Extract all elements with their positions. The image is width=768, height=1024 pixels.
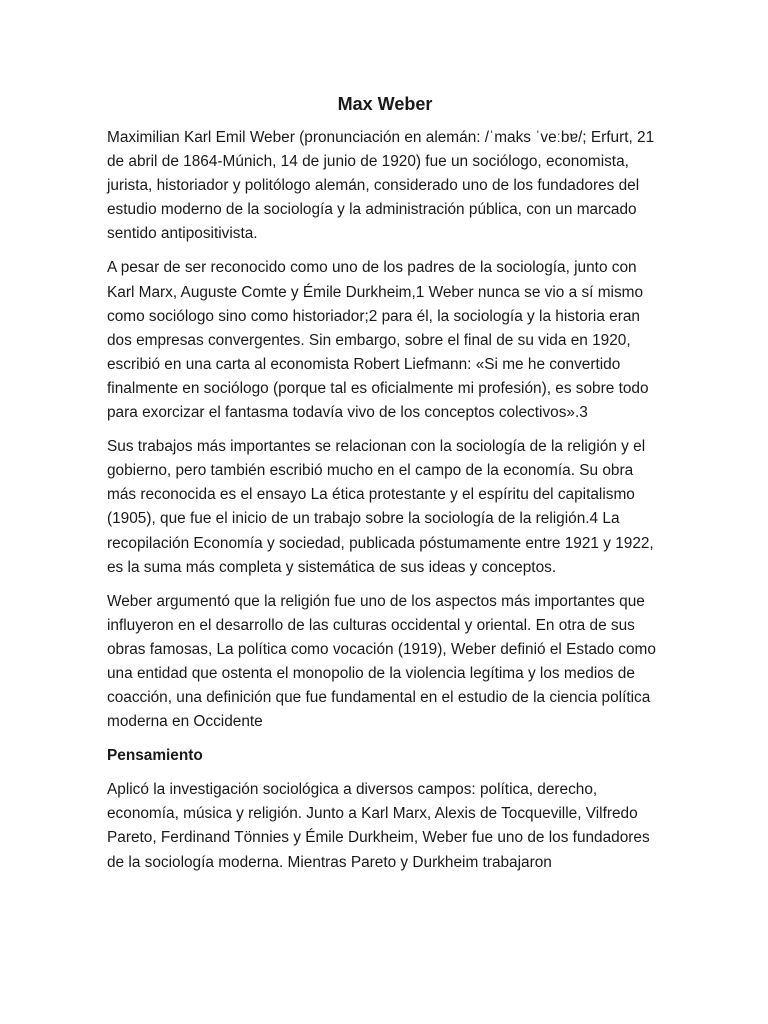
section-heading: Pensamiento — [107, 747, 203, 765]
paragraph-intro: Maximilian Karl Emil Weber (pronunciación en alemán: /ˈmaks ˈveːbɐ/; Erfurt, 21 de abril de 1864-Múnich, 14 de junio de 1920) fue un sociólogo, economista, jurista, historiador y politólogo alemán, considerado uno de los fundadores del estudio moderno de la sociología y la administración pública, con un marcado sentido antipositivista. — [107, 129, 655, 243]
paragraph-religion: Weber argumentó que la religión fue uno de los aspectos más importantes que influyeron en el desarrollo de las culturas occidental y oriental. En otra de sus obras famosas, La política como vocación (1919), Weber definió el Estado como una entidad que ostenta el monopolio de la violencia legítima y los medios de coacción, una definición que fue fundamental en el estudio de la ciencia política moderna en Occidente — [107, 592, 656, 731]
document-title: Max Weber — [337, 94, 433, 114]
paragraph-sociology: A pesar de ser reconocido como uno de los padres de la sociología, junto con Karl Marx, Auguste Comte y Émile Durkheim,1 Weber nunca se vio a sí mismo como sociólogo sino como historiador;2 para él, la sociología y la historia eran dos empresas convergentes. Sin embargo, sobre el final de su vida en 1920, escribió en una carta al economista Robert Liefmann: «Si me he convertido finalmente en sociólogo (porque tal es oficialmente mi profesión), es sobre todo para exorcizar el fantasma todavía vivo de los conceptos colectivos».3 — [107, 259, 649, 422]
paragraph-works: Sus trabajos más importantes se relacionan con la sociología de la religión y el gobierno, pero también escribió mucho en el campo de la economía. Su obra más reconocida es el ensayo La ética protestante y el espíritu del capitalismo (1905), que fue el inicio de un trabajo sobre la sociología de la religión.4 La recopilación Economía y sociedad, publicada póstumamente entre 1921 y 1922, es la suma más completa y sistemática de sus ideas y conceptos. — [107, 438, 654, 576]
paragraph-pensamiento: Aplicó la investigación sociológica a diversos campos: política, derecho, economía, música y religión. Junto a Karl Marx, Alexis de Tocqueville, Vilfredo Pareto, Ferdinand Tönnies y Émile Durkheim, Weber fue uno de los fundadores de la sociología moderna. Mientras Pareto y Durkheim trabajaron — [107, 781, 650, 871]
document-page — [107, 92, 663, 885]
